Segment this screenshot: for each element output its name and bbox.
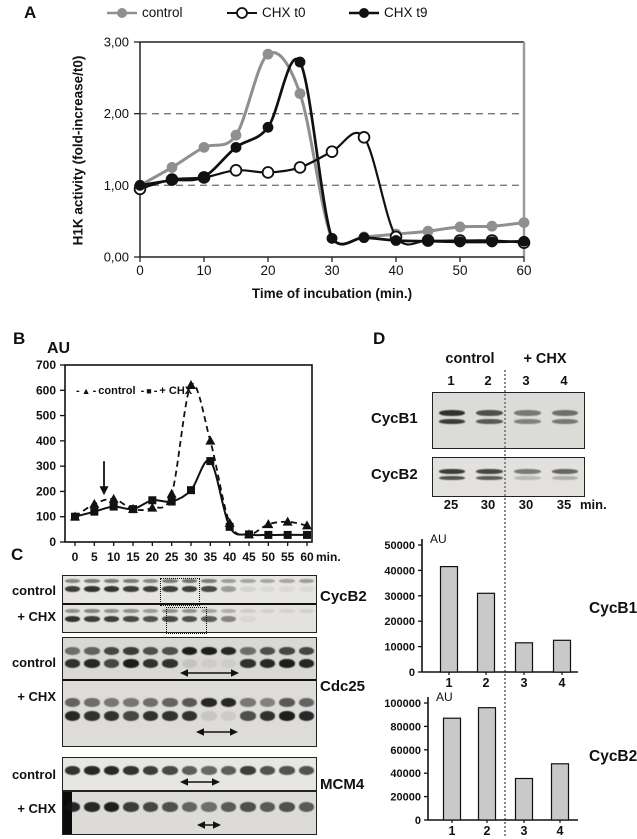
svg-text:0: 0: [49, 535, 56, 549]
blot-band: [299, 659, 315, 668]
blot-band: [123, 579, 139, 583]
series-chx-t0: [135, 132, 530, 248]
square-marker-icon: ■: [146, 385, 152, 396]
blot-band: [240, 586, 256, 592]
blot-band: [104, 647, 120, 655]
blot-band: [240, 766, 256, 775]
svg-text:50000: 50000: [384, 540, 415, 552]
svg-text:2,00: 2,00: [103, 106, 129, 122]
svg-text:0: 0: [408, 667, 415, 679]
blot-band: [104, 616, 120, 622]
blot-band: [182, 766, 198, 775]
cycb2-control-row-label: control: [11, 583, 56, 598]
blot-band: [84, 698, 100, 707]
blot-band: [143, 711, 159, 721]
blot-band: [260, 609, 276, 613]
blot-band: [260, 766, 276, 775]
blot-band: [123, 647, 139, 655]
mcm4-blot-label: MCM4: [320, 776, 365, 793]
panel-c-label: C: [11, 545, 24, 564]
svg-text:5: 5: [90, 550, 98, 564]
blot-band: [476, 469, 502, 474]
svg-text:0: 0: [136, 263, 144, 278]
cycb2-chart-label: CycB2: [589, 748, 637, 765]
blot-band: [84, 609, 100, 613]
cdc25-chx-film: [63, 681, 316, 746]
highlight-box-cycb2-control: [160, 578, 200, 606]
blot-band: [279, 698, 295, 707]
highlight-box-cycb2-chx: [166, 607, 207, 634]
blot-band: [260, 698, 276, 707]
blot-band: [182, 647, 198, 655]
svg-text:500: 500: [35, 408, 56, 423]
blot-band: [240, 579, 256, 583]
shift-range-arrow: [196, 727, 238, 737]
svg-text:3: 3: [520, 824, 528, 838]
svg-text:100: 100: [35, 509, 56, 524]
d-time-unit: min.: [580, 497, 607, 512]
svg-text:50: 50: [452, 263, 468, 278]
blot-band: [143, 766, 159, 775]
panel-a-y-axis-title: H1K activity (fold-increase/t0): [70, 55, 86, 246]
blot-band: [104, 711, 120, 721]
svg-text:1,00: 1,00: [103, 177, 129, 193]
svg-text:40000: 40000: [384, 565, 415, 578]
mcm4-chx-row-label: + CHX: [17, 801, 56, 816]
legend-dash: -: [137, 385, 145, 397]
blot-band: [279, 609, 295, 613]
cycb1-chart-label: CycB1: [589, 600, 637, 617]
blot-band: [221, 616, 237, 622]
svg-text:60: 60: [516, 263, 532, 278]
cdc25-control-row-label: control: [11, 655, 56, 670]
blot-band: [201, 659, 217, 668]
blot-band: [123, 698, 139, 707]
blot-band: [65, 802, 81, 812]
blot-band: [221, 802, 237, 812]
svg-text:30: 30: [184, 550, 198, 564]
svg-text:55: 55: [280, 550, 295, 564]
chart-b-x-ticks: [72, 542, 341, 564]
blot-band: [201, 766, 217, 775]
svg-text:10: 10: [196, 263, 212, 278]
d-header-control: control: [445, 351, 495, 367]
au-timecourse-line-chart: [0, 330, 370, 580]
svg-text:2: 2: [483, 824, 491, 838]
blot-band: [260, 659, 276, 668]
blot-band: [182, 698, 198, 707]
legend-dash: -: [92, 385, 97, 397]
blot-band: [260, 586, 276, 592]
blot-band: [123, 802, 139, 812]
cycb2-blot-label: CycB2: [320, 588, 367, 605]
chart-a-y-ticks: [104, 34, 140, 264]
blot-band: [201, 711, 217, 721]
blot-band: [162, 659, 178, 668]
svg-text:20000: 20000: [390, 791, 421, 804]
cdc25-blot-label: Cdc25: [320, 678, 366, 695]
svg-text:1: 1: [448, 824, 456, 838]
triangle-marker-icon: ▲: [81, 385, 91, 396]
blot-band: [240, 647, 256, 655]
blot-band: [476, 419, 502, 424]
svg-text:3: 3: [520, 676, 528, 690]
blot-band: [279, 802, 295, 812]
svg-text:700: 700: [35, 357, 56, 372]
blot-band: [65, 711, 81, 721]
blot-band: [182, 659, 198, 668]
svg-text:40: 40: [222, 550, 237, 564]
series-control: [70, 380, 312, 538]
legend-dash: -: [76, 385, 80, 397]
bars: [444, 708, 569, 838]
blot-band: [143, 698, 159, 707]
svg-text:0: 0: [71, 550, 79, 564]
svg-text:10000: 10000: [384, 641, 415, 654]
svg-text:3,00: 3,00: [103, 34, 129, 50]
blot-band: [123, 586, 139, 592]
blot-band: [240, 616, 256, 622]
blot-band: [65, 659, 81, 668]
mcm4-control-row-label: control: [11, 767, 56, 782]
blot-band: [221, 766, 237, 775]
lane-number-1: 1: [447, 373, 455, 388]
blot-band: [65, 766, 81, 775]
blot-band: [221, 659, 237, 668]
svg-text:400: 400: [35, 433, 56, 448]
d-cycb1-film: [433, 393, 584, 448]
blot-band: [552, 476, 578, 480]
blot-band: [552, 419, 578, 424]
blot-band: [162, 698, 178, 707]
blot-band: [514, 419, 540, 424]
blot-band: [201, 579, 217, 583]
blot-band: [299, 802, 315, 812]
svg-text:20: 20: [145, 550, 160, 564]
bar-chart-y-ticks: [384, 532, 446, 679]
blot-band: [104, 802, 120, 812]
blot-band: [123, 711, 139, 721]
chart-b-y-ticks: [36, 358, 65, 549]
legend-dash: -: [153, 385, 158, 397]
lane-number-4: 4: [560, 373, 568, 388]
mcm4-chx-film: [63, 792, 316, 834]
blot-band: [221, 698, 237, 707]
blot-band: [143, 616, 159, 622]
series-+-chx: [71, 457, 311, 539]
svg-text:60: 60: [300, 550, 314, 564]
blot-band: [514, 476, 540, 480]
svg-text:50: 50: [261, 550, 276, 564]
svg-text:2: 2: [482, 676, 490, 690]
blot-band: [65, 616, 81, 622]
blot-band: [439, 419, 465, 424]
legend-label-control: control: [98, 385, 136, 397]
svg-text:20: 20: [260, 263, 276, 278]
blot-band: [299, 698, 315, 707]
blot-band: [104, 579, 120, 583]
blot-band: [182, 802, 198, 812]
bar-chart-y-ticks: [384, 690, 452, 827]
blot-band: [279, 579, 295, 583]
blot-band: [221, 711, 237, 721]
h1k-activity-line-chart: [0, 0, 637, 312]
svg-text:30000: 30000: [384, 590, 415, 603]
blot-band: [104, 766, 120, 775]
blot-band: [84, 659, 100, 668]
blot-band: [279, 766, 295, 775]
blot-band: [65, 609, 81, 613]
lane-number-2: 2: [484, 373, 492, 388]
blot-band: [143, 802, 159, 812]
blot-band: [201, 647, 217, 655]
chart-a-x-ticks: [136, 257, 531, 278]
blot-band: [260, 647, 276, 655]
blot-band: [84, 579, 100, 583]
d-cycb2-western-blot: [432, 457, 585, 497]
blot-band: [240, 609, 256, 613]
blot-band: [299, 766, 315, 775]
lane-number-3: 3: [522, 373, 530, 388]
svg-text:min.: min.: [316, 550, 341, 564]
svg-text:AU: AU: [436, 690, 453, 704]
blot-band: [279, 647, 295, 655]
blot-band: [104, 698, 120, 707]
blot-band: [240, 802, 256, 812]
blot-band: [84, 616, 100, 622]
d-time-4: 35: [556, 497, 572, 512]
blot-band: [514, 469, 540, 474]
blot-band: [84, 766, 100, 775]
svg-text:4: 4: [556, 824, 564, 838]
svg-text:4: 4: [558, 676, 566, 690]
d-cycb1-western-blot: [432, 392, 585, 449]
blot-band: [162, 647, 178, 655]
blot-band: [182, 711, 198, 721]
blot-band: [201, 698, 217, 707]
blot-band: [260, 711, 276, 721]
blot-band: [439, 410, 465, 416]
blot-band: [299, 586, 315, 592]
svg-text:40000: 40000: [390, 768, 421, 781]
svg-text:35: 35: [203, 550, 218, 564]
blot-band: [143, 609, 159, 613]
blot-band: [279, 659, 295, 668]
blot-band: [84, 647, 100, 655]
blot-band: [201, 586, 217, 592]
blot-band: [84, 711, 100, 721]
svg-text:40: 40: [388, 263, 404, 278]
blot-band: [240, 711, 256, 721]
panel-a-x-axis-title: Time of incubation (min.): [251, 286, 413, 301]
blot-band: [299, 579, 315, 583]
legend-label-chx-t9: CHX t9: [384, 5, 428, 20]
blot-band: [65, 579, 81, 583]
blot-band: [143, 579, 159, 583]
svg-text:600: 600: [35, 383, 56, 398]
blot-band: [201, 802, 217, 812]
shift-range-arrow: [180, 777, 220, 787]
d-time-3: 30: [518, 497, 534, 512]
blot-band: [123, 659, 139, 668]
blot-band: [221, 579, 237, 583]
blot-band: [162, 802, 178, 812]
blot-band: [299, 609, 315, 613]
svg-text:15: 15: [126, 550, 140, 564]
legend-label-chx-t0: CHX t0: [262, 5, 306, 20]
blot-band: [279, 711, 295, 721]
blot-band: [476, 476, 502, 480]
svg-text:30: 30: [324, 263, 340, 278]
blot-band: [221, 609, 237, 613]
panel-b-label: B: [13, 329, 26, 348]
cdc25-western-blot: [62, 637, 317, 747]
blot-band: [476, 410, 502, 416]
d-cycb2-film: [433, 458, 584, 496]
blot-band: [104, 659, 120, 668]
blot-band: [279, 586, 295, 592]
svg-text:0,00: 0,00: [103, 249, 129, 265]
shift-range-arrow: [197, 820, 221, 830]
blot-band: [84, 802, 100, 812]
blot-band: [552, 410, 578, 416]
blot-band: [240, 698, 256, 707]
svg-text:25: 25: [164, 550, 179, 564]
svg-text:AU: AU: [430, 532, 447, 546]
blot-band: [240, 659, 256, 668]
svg-text:45: 45: [242, 550, 256, 564]
panel-b-legend: [76, 385, 192, 397]
blot-band: [143, 647, 159, 655]
blot-band: [143, 659, 159, 668]
svg-text:1: 1: [445, 676, 453, 690]
blot-band: [514, 410, 540, 416]
legend-label-chx: + CHX: [159, 385, 193, 397]
panel-d-label: D: [373, 329, 386, 348]
legend-label-control: control: [142, 5, 183, 20]
blot-band: [104, 586, 120, 592]
blot-band: [221, 647, 237, 655]
mcm4-chx-western-blot: [62, 791, 317, 835]
blot-band: [439, 469, 465, 474]
blot-band: [143, 586, 159, 592]
d-time-2: 30: [480, 497, 496, 512]
blot-band: [84, 586, 100, 592]
blot-band: [260, 579, 276, 583]
blot-band: [552, 469, 578, 474]
panel-b-y-axis-title: AU: [47, 340, 71, 357]
svg-text:10: 10: [106, 550, 121, 564]
cdc25-chx-row-label: + CHX: [17, 689, 56, 704]
blot-band: [260, 802, 276, 812]
d-header-chx: + CHX: [523, 351, 567, 367]
cycb2-chx-row-label: + CHX: [17, 609, 56, 624]
blot-band: [123, 616, 139, 622]
svg-text:60000: 60000: [390, 744, 421, 757]
blot-band: [162, 711, 178, 721]
svg-text:80000: 80000: [390, 721, 421, 734]
blot-band: [162, 766, 178, 775]
panel-a-label: A: [24, 3, 37, 22]
d-time-1: 25: [443, 497, 459, 512]
annotation-arrow: [100, 461, 109, 495]
svg-text:20000: 20000: [384, 616, 415, 629]
blot-band: [123, 766, 139, 775]
svg-text:200: 200: [35, 484, 56, 499]
blot-band: [104, 609, 120, 613]
blot-band: [299, 711, 315, 721]
blot-band: [299, 647, 315, 655]
svg-text:300: 300: [35, 459, 56, 474]
blot-band: [65, 586, 81, 592]
blot-band: [221, 586, 237, 592]
d-cycb2-blot-label: CycB2: [371, 466, 418, 483]
d-cycb1-blot-label: CycB1: [371, 410, 418, 427]
blot-band: [65, 698, 81, 707]
blot-band: [439, 476, 465, 480]
blot-band: [123, 609, 139, 613]
blot-band: [65, 647, 81, 655]
shift-range-arrow: [180, 668, 239, 678]
svg-text:0: 0: [414, 815, 421, 827]
svg-text:100000: 100000: [384, 698, 421, 710]
